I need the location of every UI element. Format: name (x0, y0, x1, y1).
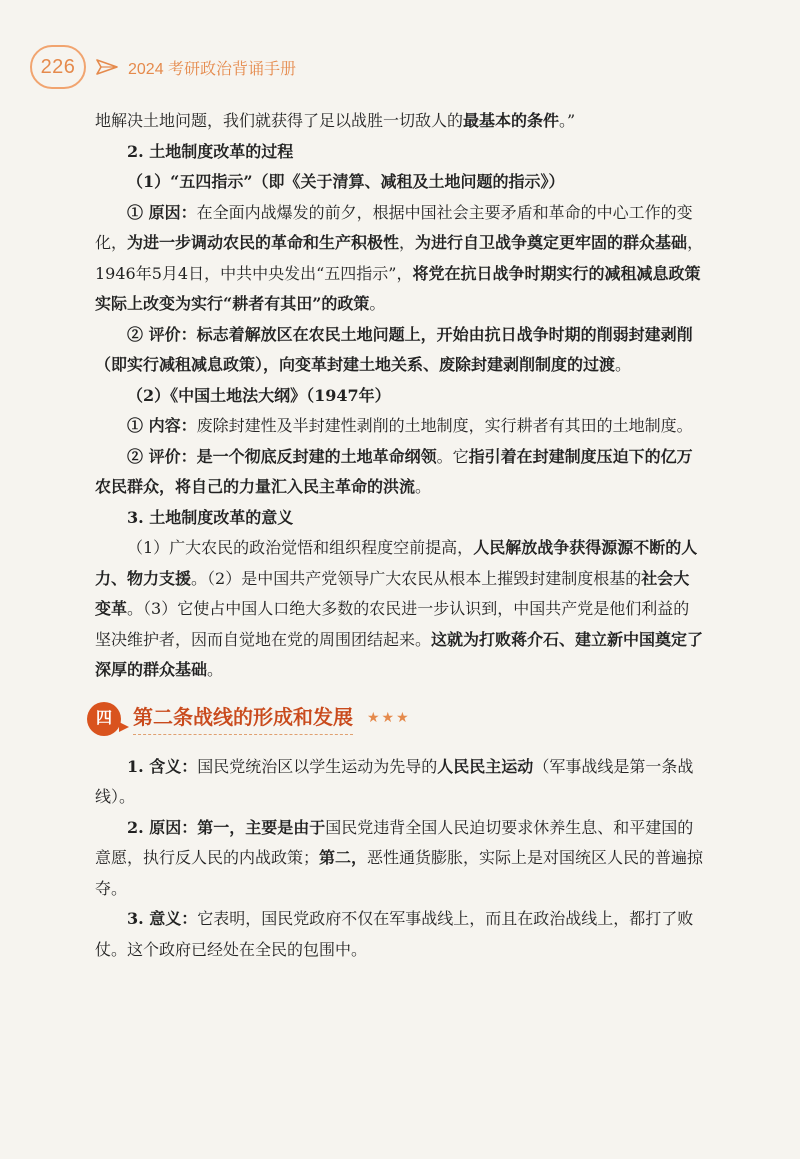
importance-stars-icon: ★★★ (367, 710, 411, 727)
page-content (95, 106, 705, 965)
text-run: 社会大变革 (95, 568, 690, 618)
text-run: 人民民主运动 (437, 756, 534, 776)
text-run: 2. 原因：第一，主要是由于 (127, 817, 326, 837)
text-run: 国民党统治区以学生运动为先导的 (197, 756, 438, 776)
text-run: 指引着在封建制度压迫下的亿万农民群众，将自己的力量汇入民主革命的洪流 (95, 446, 693, 496)
text-run: 。” (559, 111, 576, 130)
text-run: 为进行自卫战争奠定更牢固的群众基础 (415, 233, 688, 252)
text-run: 。 (369, 294, 386, 313)
page-number: 226 (30, 45, 86, 89)
text-run: 废除封建性及半封建性剥削的土地制度，实行耕者有其田的土地制度。 (196, 416, 693, 435)
text-run: （1）“五四指示”（即《关于清算、减租及土地问题的指示》） (127, 172, 565, 191)
paragraph (95, 533, 705, 686)
text-run: ② 评价：是一个彻底反封建的土地革命纲领 (127, 446, 437, 466)
text-run: ② 评价： (127, 324, 197, 344)
text-run: 在全面内战爆发的前夕，根据中国社会主要矛盾和革命的中心工作的变化， (95, 202, 693, 252)
paragraph (95, 813, 705, 905)
paragraph (95, 106, 705, 137)
paragraph (95, 503, 705, 534)
text-run: （2）《中国土地法大纲》（1947年） (127, 385, 391, 405)
text-run: ，1946年5月4日，中共中央发出“五四指示”， (95, 233, 704, 283)
text-run: 将党在抗日战争时期实行的减租减息政策实际上改变为实行“耕者有其田”的政策 (95, 263, 701, 313)
text-run: 。（3）它使占中国人口绝大多数的农民进一步认识到，中国共产党是他们利益的坚决维护者，因而自觉地在党的周围团结起来。 (95, 599, 690, 649)
section-heading (87, 700, 705, 738)
paragraph (95, 137, 705, 168)
paragraph (95, 411, 705, 442)
text-run: 人民解放战争获得源源不断的人力、物力支援 (95, 538, 698, 588)
paragraph (95, 167, 705, 198)
paragraph (95, 752, 705, 813)
section-title: 第二条战线的形成和发展 (133, 702, 353, 736)
text-run: 国民党违背全国人民迫切要求休养生息、和平建国的意愿，执行反人民的内战政策； (95, 817, 694, 867)
text-run: 3. 意义： (127, 909, 198, 928)
text-run: 恶性通货膨胀，实际上是对国统区人民的普遍掠夺。 (95, 848, 704, 898)
text-run: ， (399, 233, 416, 252)
paragraph (95, 198, 705, 320)
text-run: 地解决土地问题，我们就获得了足以战胜一切敌人的 (95, 111, 464, 130)
section-number-badge: 四 (87, 702, 121, 736)
text-run: ① 内容： (127, 416, 197, 435)
paper-plane-icon (96, 58, 118, 76)
paragraph (95, 381, 705, 412)
text-run: 。 (615, 355, 632, 374)
text-run: 2. 土地制度改革的过程 (127, 141, 294, 161)
text-run: （军事战线是第一条战线）。 (95, 756, 694, 806)
text-run: ① 原因： (127, 202, 197, 222)
book-title: 2024 考研政治背诵手册 (128, 60, 297, 78)
text-run: 。 (415, 477, 432, 496)
text-run: （1）广大农民的政治觉悟和组织程度空前提高， (127, 538, 474, 557)
text-run: 标志着解放区在农民土地问题上，开始由抗日战争时期的削弱封建剥削（即实行减租减息政策），向变革封建土地关系、废除封建剥削制度的过渡 (95, 324, 693, 374)
paragraph (95, 320, 705, 381)
text-run: 。 (207, 660, 224, 679)
paragraph (95, 442, 705, 503)
body-text-part2 (95, 752, 705, 966)
text-run: 最基本的条件 (463, 111, 560, 130)
paragraph (95, 904, 705, 965)
text-run: 3. 土地制度改革的意义 (127, 507, 294, 527)
body-text-part1 (95, 106, 705, 686)
text-run: 这就为打败蒋介石、建立新中国奠定了深厚的群众基础 (95, 629, 704, 679)
text-run: 第二， (319, 848, 368, 867)
text-run: 。（2）是中国共产党领导广大农民从根本上摧毁封建制度根基的 (191, 568, 642, 588)
text-run: 为进一步调动农民的革命和生产积极性 (127, 233, 400, 252)
text-run: 1. 含义： (127, 756, 198, 776)
page-header (30, 42, 770, 92)
text-run: 。它 (436, 446, 469, 466)
text-run: 它表明，国民党政府不仅在军事战线上，而且在政治战线上，都打了败仗。这个政府已经处在全民的包围中。 (95, 909, 694, 959)
